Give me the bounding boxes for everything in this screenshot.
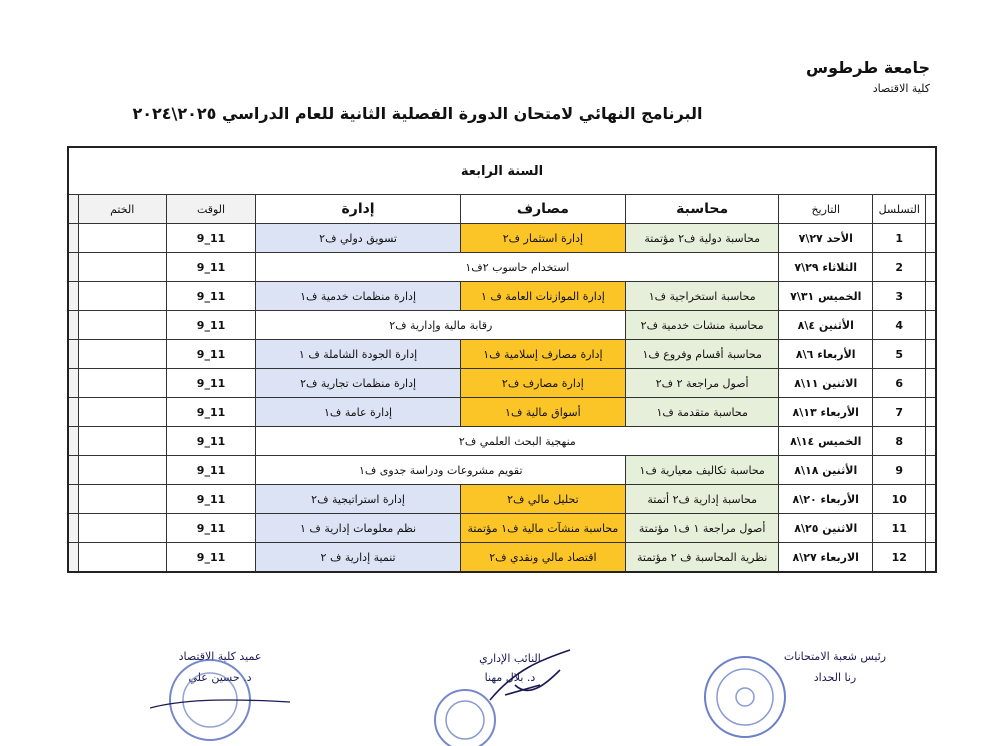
faculty-name: كلية الاقتصاد: [872, 82, 930, 95]
seal-cell: [78, 282, 166, 311]
seal-cell: [78, 543, 166, 573]
serial-cell: 3: [873, 282, 926, 311]
header-seal: الختم: [78, 195, 166, 224]
serial-cell: 11: [873, 514, 926, 543]
row-edge-left: [68, 427, 78, 456]
row-edge-left: [68, 485, 78, 514]
seal-cell: [78, 427, 166, 456]
row-edge-right: [926, 369, 936, 398]
serial-cell: 2: [873, 253, 926, 282]
exam-schedule-table: [67, 146, 937, 573]
management-cell: إدارة استراتيجية ف٢: [256, 485, 460, 514]
time-cell: 11_9: [166, 456, 256, 485]
management-cell: تسويق دولي ف٢: [256, 224, 460, 253]
table-row: [68, 456, 936, 485]
dean-name: د. حسين علي: [188, 671, 252, 684]
university-name: جامعة طرطوس: [806, 58, 930, 77]
accounting-cell: أصول مراجعة ١ ف١ مؤتمتة: [626, 514, 779, 543]
date-cell: الأربعاء ١٣\٨: [779, 398, 873, 427]
seal-cell: [78, 514, 166, 543]
header-banking: مصارف: [460, 195, 625, 224]
accounting-cell: محاسبة تكاليف معيارية ف١: [626, 456, 779, 485]
date-cell: الثلاثاء ٢٩\٧: [779, 253, 873, 282]
date-cell: الخميس ١٤\٨: [779, 427, 873, 456]
merged-course-cell: تقويم مشروعات ودراسة جدوى ف١: [256, 456, 626, 485]
date-cell: الأربعاء ٦\٨: [779, 340, 873, 369]
row-edge-left: [68, 543, 78, 573]
time-cell: 11_9: [166, 514, 256, 543]
management-cell: تنمية إدارية ف ٢: [256, 543, 460, 573]
row-edge-right: [926, 282, 936, 311]
table-row: [68, 340, 936, 369]
merged-course-cell: منهجية البحث العلمي ف٢: [256, 427, 779, 456]
serial-cell: 7: [873, 398, 926, 427]
date-cell: الاثنين ٢٥\٨: [779, 514, 873, 543]
seal-cell: [78, 456, 166, 485]
accounting-cell: محاسبة منشات خدمية ف٢: [626, 311, 779, 340]
header-edge-left: [68, 195, 78, 224]
seal-cell: [78, 253, 166, 282]
banking-cell: تحليل مالي ف٢: [460, 485, 625, 514]
table-row: [68, 514, 936, 543]
serial-cell: 8: [873, 427, 926, 456]
dean-stamp-icon: [150, 650, 300, 746]
management-cell: إدارة الجودة الشاملة ف ١: [256, 340, 460, 369]
banking-cell: محاسبة منشآت مالية ف١ مؤتمتة: [460, 514, 625, 543]
date-cell: الخميس ٣١\٧: [779, 282, 873, 311]
row-edge-right: [926, 340, 936, 369]
row-edge-right: [926, 543, 936, 573]
date-cell: الأربعاء ٢٠\٨: [779, 485, 873, 514]
row-edge-left: [68, 224, 78, 253]
row-edge-right: [926, 398, 936, 427]
banking-cell: إدارة استثمار ف٢: [460, 224, 625, 253]
table-row: [68, 282, 936, 311]
header-serial: التسلسل: [873, 195, 926, 224]
time-cell: 11_9: [166, 311, 256, 340]
row-edge-left: [68, 398, 78, 427]
admin-deputy-name: د. بلال مهنا: [484, 671, 536, 684]
merged-course-cell: استخدام حاسوب ٢ف١: [256, 253, 779, 282]
merged-course-cell: رقابة مالية وإدارية ف٢: [256, 311, 626, 340]
serial-cell: 12: [873, 543, 926, 573]
accounting-cell: محاسبة استخراجية ف١: [626, 282, 779, 311]
accounting-cell: محاسبة متقدمة ف١: [626, 398, 779, 427]
row-edge-left: [68, 369, 78, 398]
year-label: السنة الرابعة: [68, 147, 936, 195]
table-row: [68, 398, 936, 427]
time-cell: 11_9: [166, 253, 256, 282]
serial-cell: 10: [873, 485, 926, 514]
time-cell: 11_9: [166, 398, 256, 427]
header-time: الوقت: [166, 195, 256, 224]
seal-cell: [78, 224, 166, 253]
seal-cell: [78, 369, 166, 398]
time-cell: 11_9: [166, 340, 256, 369]
accounting-cell: محاسبة أقسام وفروع ف١: [626, 340, 779, 369]
seal-cell: [78, 340, 166, 369]
exams-head-title: رئيس شعبة الامتحانات: [783, 650, 887, 663]
time-cell: 11_9: [166, 282, 256, 311]
time-cell: 11_9: [166, 543, 256, 573]
serial-cell: 6: [873, 369, 926, 398]
row-edge-right: [926, 456, 936, 485]
banking-cell: اقتصاد مالي ونقدي ف٢: [460, 543, 625, 573]
table-row: [68, 224, 936, 253]
header-management: إدارة: [256, 195, 460, 224]
row-edge-left: [68, 253, 78, 282]
table-row: [68, 311, 936, 340]
accounting-cell: محاسبة إدارية ف٢ أتمتة: [626, 485, 779, 514]
exams-head-name: رنا الحداد: [813, 671, 857, 684]
serial-cell: 4: [873, 311, 926, 340]
table-row: [68, 369, 936, 398]
header-edge-right: [926, 195, 936, 224]
admin-deputy-signature-icon: [420, 640, 590, 746]
row-edge-right: [926, 224, 936, 253]
row-edge-right: [926, 514, 936, 543]
management-cell: إدارة منظمات خدمية ف١: [256, 282, 460, 311]
date-cell: الأحد ٢٧\٧: [779, 224, 873, 253]
accounting-cell: أصول مراجعة ٢ ف٢: [626, 369, 779, 398]
date-cell: الأثنين ٤\٨: [779, 311, 873, 340]
banking-cell: إدارة الموازنات العامة ف ١: [460, 282, 625, 311]
exams-stamp-icon: [700, 652, 790, 742]
row-edge-left: [68, 282, 78, 311]
row-edge-right: [926, 485, 936, 514]
serial-cell: 1: [873, 224, 926, 253]
row-edge-left: [68, 311, 78, 340]
seal-cell: [78, 311, 166, 340]
time-cell: 11_9: [166, 485, 256, 514]
table-row: [68, 543, 936, 573]
table-row: [68, 485, 936, 514]
row-edge-right: [926, 311, 936, 340]
row-edge-right: [926, 427, 936, 456]
table-row: [68, 253, 936, 282]
seal-cell: [78, 398, 166, 427]
row-edge-left: [68, 340, 78, 369]
management-cell: إدارة عامة ف١: [256, 398, 460, 427]
header-accounting: محاسبة: [626, 195, 779, 224]
row-edge-left: [68, 456, 78, 485]
time-cell: 11_9: [166, 224, 256, 253]
page-title: البرنامج النهائي لامتحان الدورة الفصلية الثانية للعام الدراسي ٢٠٢٥\٢٠٢٤: [132, 104, 703, 123]
accounting-cell: محاسبة دولية ف٢ مؤتمتة: [626, 224, 779, 253]
accounting-cell: نظرية المحاسبة ف ٢ مؤتمتة: [626, 543, 779, 573]
management-cell: إدارة منظمات تجارية ف٢: [256, 369, 460, 398]
time-cell: 11_9: [166, 369, 256, 398]
date-cell: الأثنين ١٨\٨: [779, 456, 873, 485]
row-edge-right: [926, 253, 936, 282]
row-edge-left: [68, 514, 78, 543]
serial-cell: 9: [873, 456, 926, 485]
table-row: [68, 427, 936, 456]
banking-cell: أسواق مالية ف١: [460, 398, 625, 427]
time-cell: 11_9: [166, 427, 256, 456]
header-date: التاريخ: [779, 195, 873, 224]
date-cell: الاربعاء ٢٧\٨: [779, 543, 873, 573]
serial-cell: 5: [873, 340, 926, 369]
banking-cell: إدارة مصارف إسلامية ف١: [460, 340, 625, 369]
banking-cell: إدارة مصارف ف٢: [460, 369, 625, 398]
date-cell: الاثنين ١١\٨: [779, 369, 873, 398]
seal-cell: [78, 485, 166, 514]
admin-deputy-title: النائب الإداري: [479, 652, 541, 665]
management-cell: نظم معلومات إدارية ف ١: [256, 514, 460, 543]
exams-head-block: [775, 650, 895, 684]
dean-title: عميد كلية الاقتصاد: [178, 650, 262, 663]
